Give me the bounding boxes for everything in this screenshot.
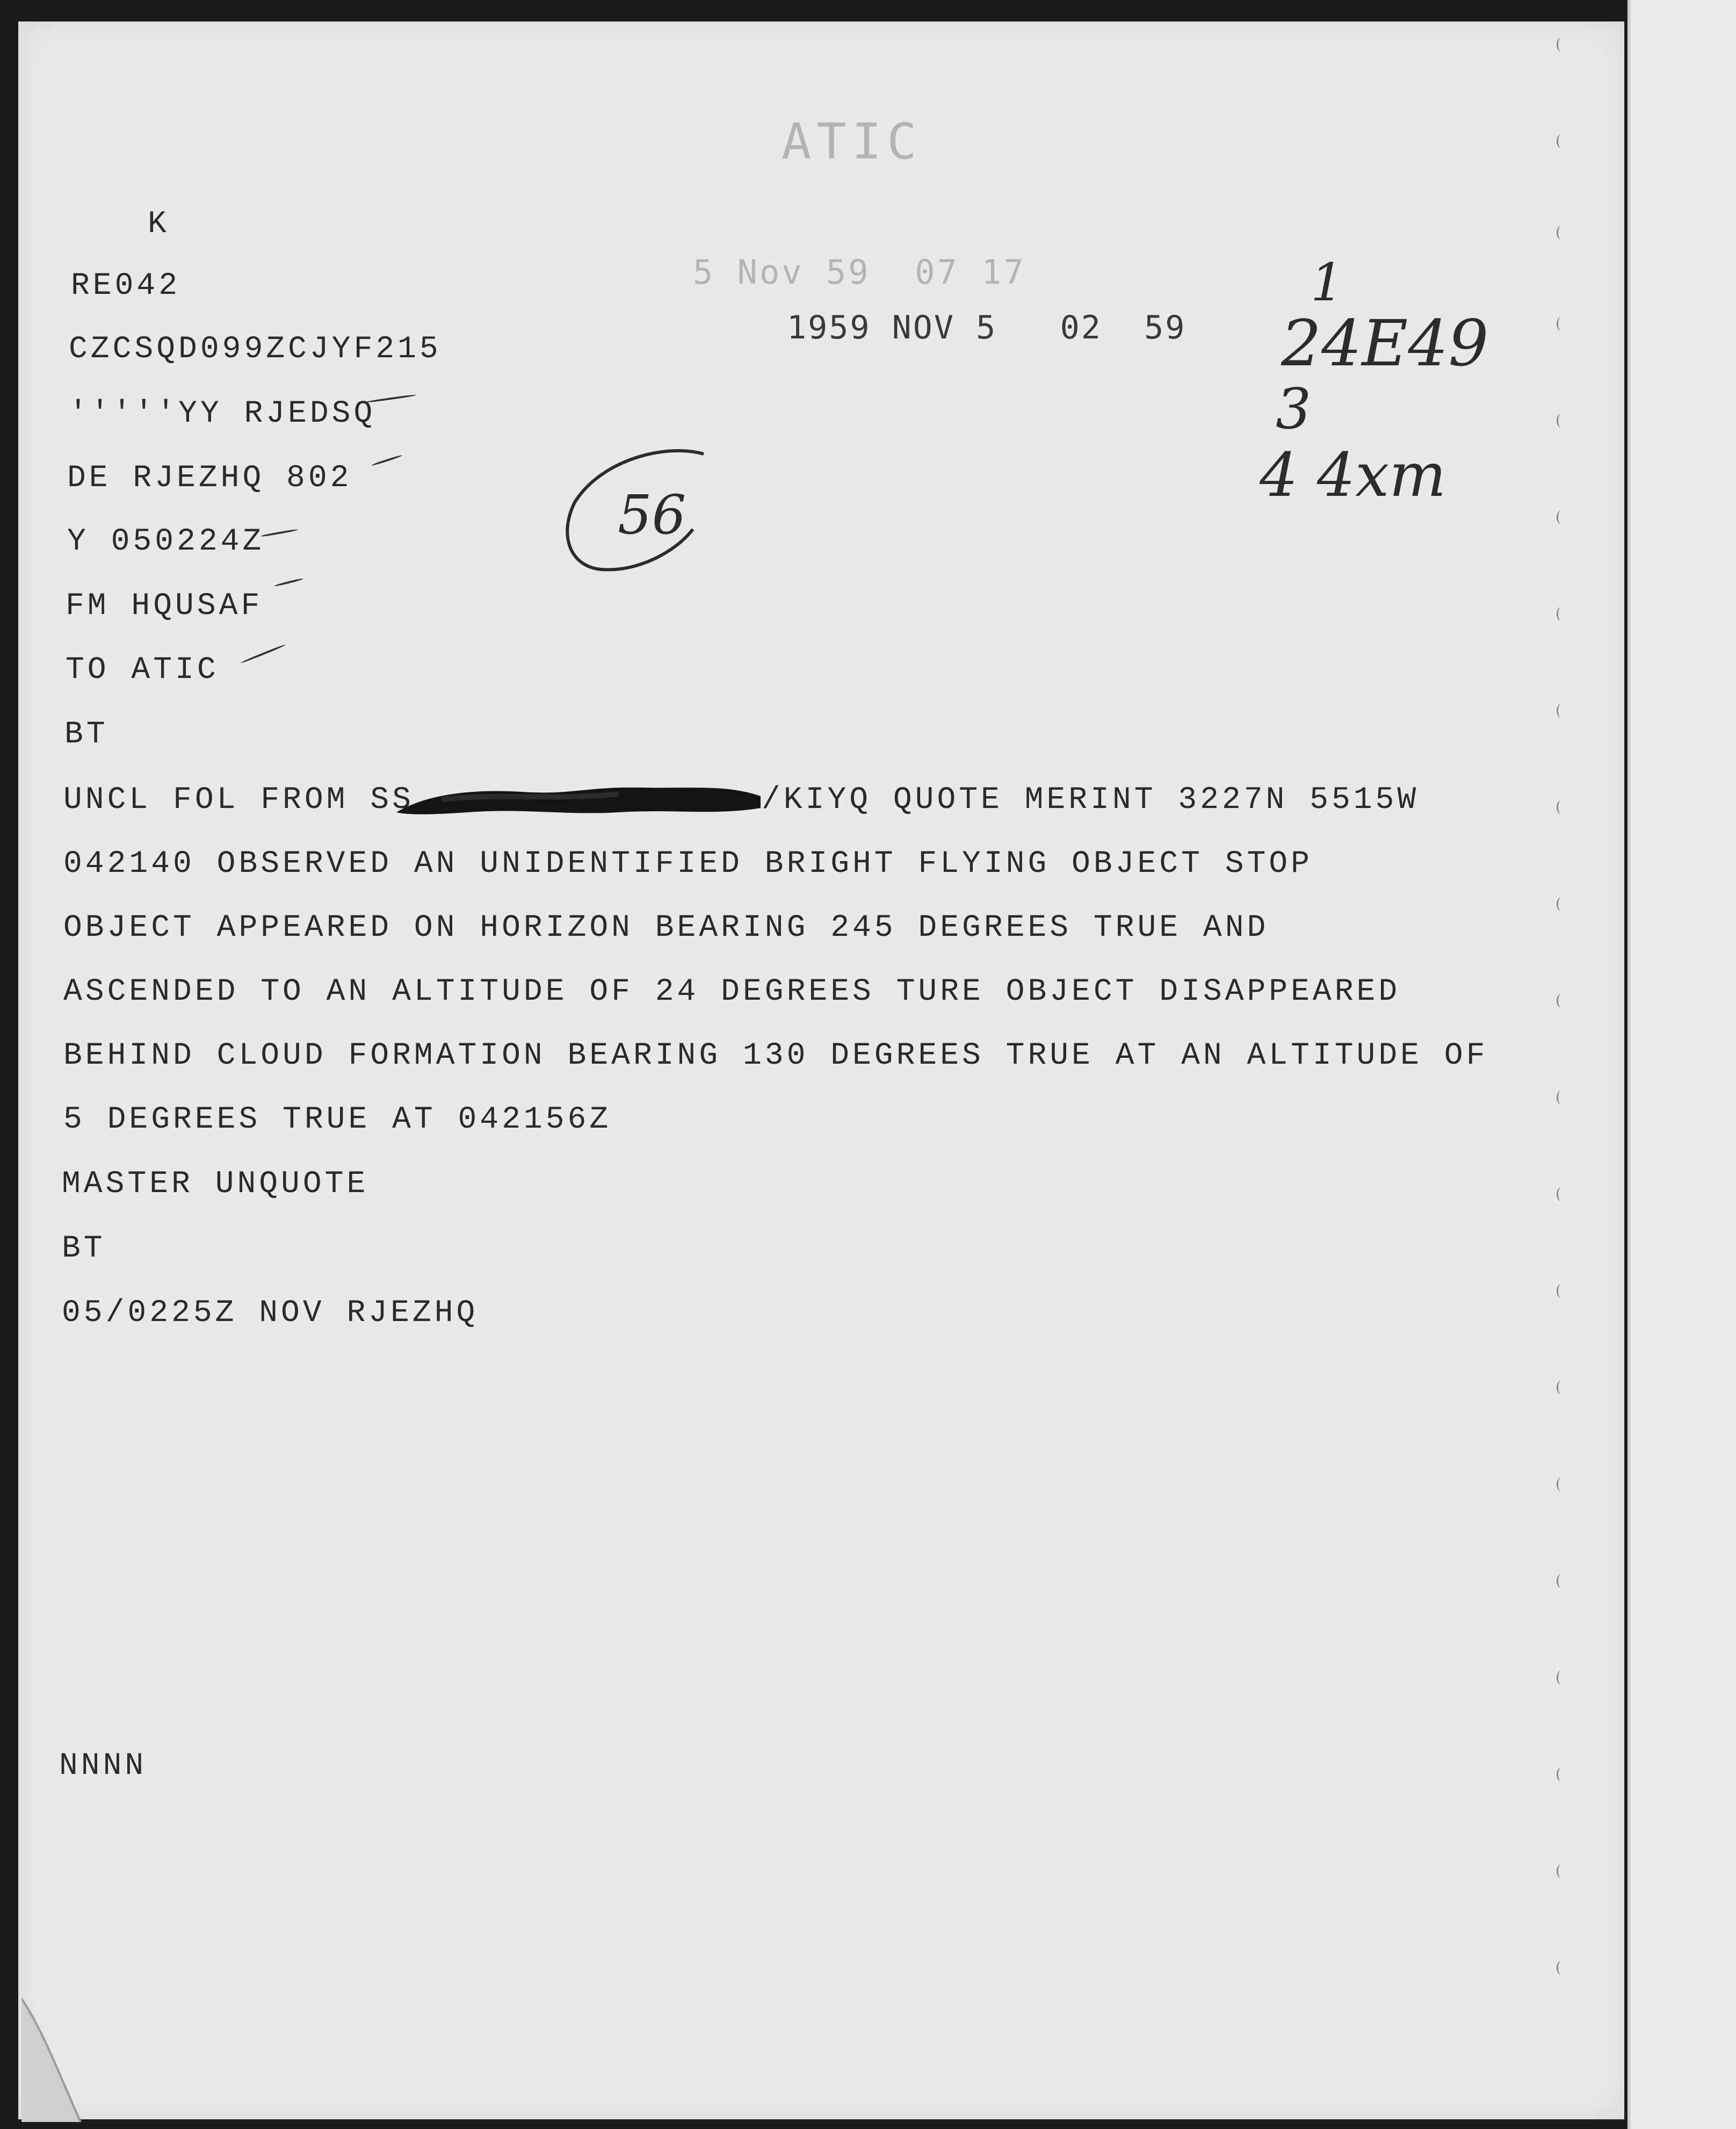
line-body-6: 5 DEGREES TRUE AT 042156Z xyxy=(63,1102,612,1137)
line-body-7: MASTER UNQUOTE xyxy=(62,1167,369,1202)
line-k: K xyxy=(148,207,170,242)
handwritten-note-1: 1 xyxy=(1311,252,1344,313)
line-body-2: 042140 OBSERVED AN UNIDENTIFIED BRIGHT FLYING OBJECT STOP xyxy=(63,847,1313,882)
line-y: Y 050224Z xyxy=(67,524,265,559)
handwritten-note-4: 4 4xm xyxy=(1260,441,1446,510)
perforation xyxy=(1557,800,1566,814)
line-de: DE RJEZHQ 802 xyxy=(67,461,352,496)
received-date-stamp: 1959 NOV 5 02 59 xyxy=(787,309,1187,347)
line-fm: FM HQUSAF xyxy=(66,589,263,624)
perforation xyxy=(1557,704,1566,718)
handwritten-note-2: 24E49 xyxy=(1281,306,1489,380)
handwritten-note-3: 3 xyxy=(1276,376,1312,442)
page-corner-curl xyxy=(21,1988,140,2127)
perforation xyxy=(1557,1381,1566,1395)
line-body-3: OBJECT APPEARED ON HORIZON BEARING 245 DEGREES TRUE AND xyxy=(63,911,1269,946)
perforation xyxy=(1557,226,1566,240)
handwritten-circled-number: 56 xyxy=(618,483,686,546)
perforation xyxy=(1557,134,1566,148)
line-body-1a: UNCL FOL FROM SS xyxy=(63,783,414,818)
line-body-1b: /KIYQ QUOTE MERINT 3227N 5515W xyxy=(762,783,1420,818)
perforation xyxy=(1557,1671,1566,1685)
perforation xyxy=(1557,1961,1566,1975)
perforation xyxy=(1557,1091,1566,1105)
received-stamp-faint: 5 Nov 59 07 17 xyxy=(693,252,1026,292)
line-priority: '''''YY RJEDSQ xyxy=(69,396,376,431)
redaction-mark xyxy=(393,784,764,817)
perforation xyxy=(1557,1284,1566,1298)
perforation xyxy=(1557,510,1566,524)
line-body-4: ASCENDED TO AN ALTITUDE OF 24 DEGREES TURE OBJECT DISAPPEARED xyxy=(63,975,1401,1009)
perforation xyxy=(1557,607,1566,621)
line-bt-1: BT xyxy=(64,717,108,752)
line-dtg: 05/0225Z NOV RJEZHQ xyxy=(62,1296,479,1331)
perforation-marks xyxy=(1557,0,1578,2129)
perforation xyxy=(1557,1574,1566,1588)
perforation xyxy=(1557,1477,1566,1491)
line-body-5: BEHIND CLOUD FORMATION BEARING 130 DEGREES TRUE AT AN ALTITUDE OF xyxy=(63,1038,1488,1073)
perforation xyxy=(1557,414,1566,428)
perforation xyxy=(1557,1187,1566,1201)
line-end: NNNN xyxy=(59,1749,147,1784)
perforation xyxy=(1557,994,1566,1008)
line-re: RE042 xyxy=(71,269,181,304)
line-routing: CZCSQD099ZCJYF215 xyxy=(69,332,442,367)
page-edge-strip xyxy=(1628,0,1736,2129)
line-bt-2: BT xyxy=(62,1231,106,1266)
atic-stamp: ATIC xyxy=(782,113,922,170)
perforation xyxy=(1557,1864,1566,1878)
perforation xyxy=(1557,317,1566,331)
perforation xyxy=(1557,38,1566,52)
perforation xyxy=(1557,897,1566,911)
line-to: TO ATIC xyxy=(66,653,219,688)
perforation xyxy=(1557,1767,1566,1781)
